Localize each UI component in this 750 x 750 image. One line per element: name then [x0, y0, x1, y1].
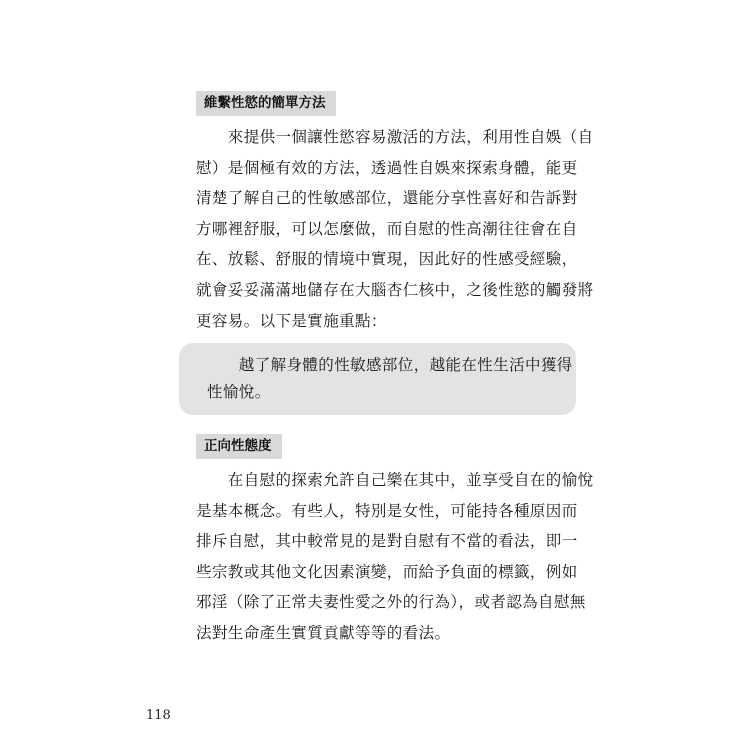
page-number: 118 [146, 708, 171, 723]
paragraph-line: 來提供一個讓性慾容易激活的方法，利用性自娛（自 [196, 128, 594, 146]
paragraph-line: 在、放鬆、舒服的情境中實現，因此好的性感受經驗， [196, 250, 578, 269]
callout-line: 性愉悅。 [207, 383, 271, 401]
paragraph-line: 法對生命產生實質貢獻等等的看法。 [196, 623, 451, 642]
callout-text [207, 352, 573, 406]
paragraph-line: 就會妥妥滿滿地儲存在大腦杏仁核中，之後性慾的觸發將 [196, 280, 594, 299]
paragraph-line: 些宗教或其他文化因素演變，而給予負面的標籤，例如 [196, 562, 578, 581]
section-heading-positive-attitude: 正向性態度 [196, 434, 282, 459]
callout-line: 越了解身體的性敏感部位，越能在性生活中獲得 [207, 356, 573, 374]
paragraph-line: 是基本概念。有些人，特別是女性，可能持各種原因而 [196, 501, 578, 520]
paragraph-line: 在自慰的探索允許自己樂在其中，並享受自在的愉悅 [196, 471, 594, 489]
section-heading-maintain-desire: 維繫性慾的簡單方法 [196, 91, 336, 116]
body-paragraph-attitude [196, 465, 594, 649]
paragraph-line: 清楚了解自己的性敏感部位，還能分享性喜好和告訴對 [196, 189, 578, 208]
highlight-callout-box [179, 343, 576, 415]
paragraph-line: 排斥自慰，其中較常見的是對自慰有不當的看法，即一 [196, 532, 578, 551]
body-paragraph-method [196, 122, 594, 336]
paragraph-line: 方哪裡舒服，可以怎麼做，而自慰的性高潮往往會在自 [196, 219, 578, 238]
paragraph-line: 邪淫（除了正常夫妻性愛之外的行為），或者認為自慰無 [196, 593, 586, 612]
paragraph-line: 更容易。以下是實施重點： [196, 311, 387, 330]
paragraph-line: 慰）是個極有效的方法，透過性自娛來探索身體，能更 [196, 158, 578, 177]
